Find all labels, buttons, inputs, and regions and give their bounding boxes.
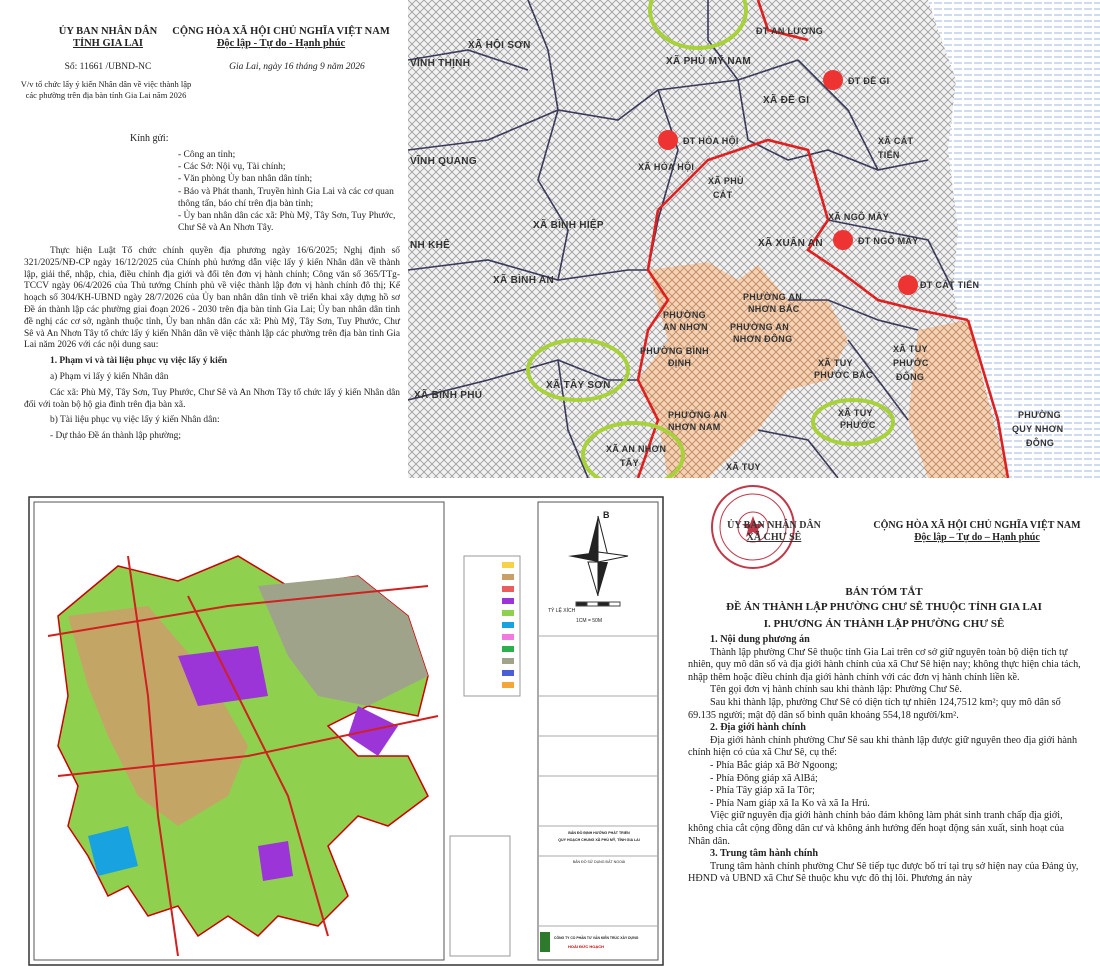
map-label: ĐÔNG bbox=[1026, 438, 1055, 448]
agency-line-1: ỦY BAN NHÂN DÂN bbox=[727, 520, 821, 531]
subsection-heading: 1. Nội dung phương án bbox=[710, 634, 810, 645]
letter-date: Gia Lai, ngày 16 tháng 9 năm 2026 bbox=[229, 62, 365, 72]
scale-title: TỶ LỆ XÍCH bbox=[548, 608, 576, 614]
map-label: XÃ BÌNH PHÚ bbox=[414, 390, 483, 401]
map-label: XÃ TUY bbox=[818, 358, 853, 368]
land-use-plan-map bbox=[28, 496, 664, 966]
map-label: XÃ HỘI SƠN bbox=[468, 40, 531, 51]
official-letter-page bbox=[0, 0, 408, 480]
nation-motto: Độc lập - Tự do - Hạnh phúc bbox=[216, 38, 346, 49]
summary-body bbox=[688, 634, 1088, 886]
land-use-graphic bbox=[28, 496, 664, 966]
industrial-zone bbox=[258, 841, 293, 881]
map-label: PHƯỚC bbox=[893, 358, 929, 368]
paragraph: Địa giới hành chính phường Chư Sê sau khi thành lập được giữ nguyên theo địa giới hành chính hiện có của xã Chư Sê, cụ thể: bbox=[688, 734, 1078, 759]
recipient-item: - Công an tỉnh; bbox=[178, 150, 236, 160]
agency-line-2: TỈNH GIA LAI bbox=[72, 38, 144, 49]
section-heading: 1. Phạm vi và tài liệu phục vụ việc lấy ý kiến bbox=[50, 356, 228, 367]
border-item: - Phía Nam giáp xã Ia Ko và xã Ia Hrú. bbox=[710, 797, 870, 809]
paragraph: Thành lập phường Chư Sê thuộc tỉnh Gia Lai trên cơ sở giữ nguyên toàn bộ diện tích tự nhiên, quy mô dân số và địa giới hành chính của xã Chư Sê hiện nay; không thực hiện chia tách, nhập thêm hoặc điều chỉnh địa giới hành chính với các đơn vị hành chính liền kề. bbox=[688, 646, 1081, 683]
map-label: ĐT HÒA HỘI bbox=[683, 136, 739, 146]
paragraph: Trung tâm hành chính phường Chư Sê tiếp tục được bố trí tại trụ sở hiện nay của Đảng ủy, HĐND và UBND xã Chư Sê thuộc khu vực đô thị lõi. Phương án này bbox=[688, 860, 1079, 885]
letter-subject: V/v tổ chức lấy ý kiến Nhân dân về việc thành lập các phường trên địa bàn tỉnh Gia Lai năm 2026 bbox=[20, 79, 192, 100]
map-label: ĐÔNG bbox=[896, 372, 925, 382]
urban-marker bbox=[823, 70, 843, 90]
summary-document bbox=[668, 480, 1100, 966]
subsection-heading: 3. Trung tâm hành chính bbox=[710, 848, 819, 860]
map-label: XÃ BÌNH AN bbox=[493, 275, 554, 286]
map-label: NHƠN BẮC bbox=[748, 304, 800, 314]
section-heading: I. PHƯƠNG ÁN THÀNH LẬP PHƯỜNG CHƯ SÊ bbox=[763, 618, 1005, 630]
map-label: XÃ TUY bbox=[838, 408, 873, 418]
nation-motto: Độc lập – Tự do – Hạnh phúc bbox=[914, 532, 1040, 543]
map-label: XÃ NGÔ MÂY bbox=[828, 212, 890, 222]
map-label: ĐT CÁT TIẾN bbox=[920, 280, 980, 290]
map-label: XÃ XUÂN AN bbox=[758, 238, 823, 249]
boundary-map bbox=[408, 0, 1100, 478]
map-label: TIẾN bbox=[878, 150, 900, 160]
map-label: ĐT ĐỀ GI bbox=[848, 76, 890, 86]
paragraph: - Dự thảo Đề án thành lập phường; bbox=[50, 431, 181, 442]
scale-bar bbox=[576, 602, 620, 606]
north-label: B bbox=[603, 510, 610, 520]
recipient-item: - Ủy ban nhân dân các xã: Phù Mỹ, Tây Sơn, Tuy Phước, Chư Sê và An Nhơn Tây. bbox=[178, 211, 396, 234]
urban-marker bbox=[658, 130, 678, 150]
map-label: QUY NHƠN bbox=[1012, 424, 1064, 434]
nation-name: CỘNG HÒA XÃ HỘI CHỦ NGHĨA VIỆT NAM bbox=[172, 26, 390, 37]
subsection-heading: 2. Địa giới hành chính bbox=[710, 722, 806, 734]
paragraph: Tên gọi đơn vị hành chính sau khi thành lập: Phường Chư Sê. bbox=[710, 684, 962, 696]
map-label: AN NHƠN bbox=[663, 322, 708, 332]
subsection-heading: b) Tài liệu phục vụ việc lấy ý kiến Nhân dân: bbox=[50, 415, 220, 426]
border-item: - Phía Đông giáp xã AlBá; bbox=[710, 772, 818, 784]
map-label: ĐT AN LƯƠNG bbox=[756, 26, 824, 36]
border-item: - Phía Bắc giáp xã Bờ Ngoong; bbox=[710, 759, 838, 771]
map-label: PHƯỚC BẮC bbox=[814, 370, 873, 380]
letter-national-header bbox=[170, 26, 392, 50]
map-label: XÃ CÁT bbox=[878, 136, 914, 146]
paragraph: Các xã: Phù Mỹ, Tây Sơn, Tuy Phước, Chư Sê và An Nhơn Tây tổ chức lấy ý kiến Nhân dân đối với toàn bộ hộ gia đình trên địa bàn xã. bbox=[24, 387, 400, 410]
map-label: PHƯỜNG bbox=[663, 310, 706, 320]
map-label: ĐT NGÔ MÂY bbox=[858, 236, 919, 246]
map-label: XÃ HÒA HỘI bbox=[638, 162, 695, 172]
map-label: XÃ AN NHƠN bbox=[606, 444, 667, 454]
paragraph: Sau khi thành lập, phường Chư Sê có diện tích tự nhiên 124,7512 km²; quy mô dân số 69.135 người; mật độ dân số bình quân khoảng 554,18 người/km². bbox=[688, 696, 1061, 721]
map-label: PHƯỚC bbox=[840, 420, 876, 430]
salutation: Kính gửi: bbox=[130, 133, 169, 144]
map-label: NHƠN ĐÔNG bbox=[733, 334, 793, 344]
agency-header bbox=[724, 520, 824, 544]
company-name: CÔNG TY CỔ PHẦN TƯ VẤN KIẾN TRÚC XÂY DỰNG bbox=[554, 936, 639, 940]
map-label: ĐỊNH bbox=[668, 358, 692, 368]
intro-paragraph: Thực hiện Luật Tổ chức chính quyền địa phương ngày 16/6/2025; Nghị định số 321/2025/NĐ-CP ngày 16/12/2025 của Chính phủ hướng dẫn việc lấy ý kiến Nhân dân về thành lập, giải thể, nhập, chia, điều chỉnh địa giới và đổi tên đơn vị hành chính; Công văn số 365/TTg-TCCV ngày 06/4/2026 của Thủ tướng Chính phủ về việc thành lập đơn vị hành chính đô thị; Kế hoạch số 304/KH-UBND ngày 28/7/2026 của Ủy ban nhân dân tỉnh về triển khai xây dựng hồ sơ Đề án thành lập các phường giai đoạn 2026 - 2030 trên địa bàn tỉnh Gia Lai; Ủy ban nhân dân tỉnh đề nghị các cơ sở, ngành thuộc tỉnh, Ủy ban nhân dân các xã: Phù Mỹ, Tây Sơn, Tuy Phước, Chư Sê và An Nhơn Tây tổ chức lấy ý kiến Nhân dân về việc thành lập các phường trên địa bàn tỉnh Gia Lai năm 2026 với các nội dung sau: bbox=[24, 246, 400, 351]
subsection-heading: a) Phạm vi lấy ý kiến Nhân dân bbox=[50, 371, 169, 382]
letter-agency bbox=[44, 26, 172, 50]
boundary-map-graphic bbox=[408, 0, 1100, 478]
map-label: PHƯỜNG BÌNH bbox=[640, 346, 709, 356]
map-label: PHƯỜNG AN bbox=[730, 322, 790, 332]
urban-marker bbox=[833, 230, 853, 250]
scale-value: 1CM = 50M bbox=[576, 618, 602, 624]
letter-number: Số: 11661 /UBND-NC bbox=[64, 62, 152, 72]
map-label: XÃ TUY bbox=[893, 344, 928, 354]
map-label: VĨNH THỊNH bbox=[410, 58, 471, 69]
map-label: XÃ PHÙ MỸ NAM bbox=[666, 56, 752, 67]
doc-title-2: ĐỀ ÁN THÀNH LẬP PHƯỜNG CHƯ SÊ THUỘC TỈNH GIA LAI bbox=[726, 601, 1042, 613]
map-label: XÃ ĐỀ GI bbox=[763, 95, 810, 106]
urban-marker bbox=[898, 275, 918, 295]
map-label: CÁT bbox=[713, 190, 733, 200]
agency-line-1: ỦY BAN NHÂN DÂN bbox=[58, 26, 158, 37]
national-header bbox=[854, 520, 1100, 544]
nation-name: CỘNG HÒA XÃ HỘI CHỦ NGHĨA VIỆT NAM bbox=[873, 520, 1081, 531]
paragraph: Việc giữ nguyên địa giới hành chính bảo đảm không làm phát sinh tranh chấp địa giới, không chia cắt cộng đồng dân cư và không ảnh hưởng đến hoạt động sản xuất, sinh hoạt của Nhân dân. bbox=[688, 810, 1065, 847]
map-title-2: QUY HOẠCH CHUNG XÃ PHÙ MỸ, TỈNH GIA LAI bbox=[558, 838, 640, 842]
map-label: XÃ TÂY SƠN bbox=[546, 380, 611, 391]
letter-body bbox=[24, 246, 400, 447]
map-title-3: BẢN ĐỒ SỬ DỤNG ĐẤT NGOÀI bbox=[572, 860, 626, 864]
map-title-1: BẢN ĐỒ ĐỊNH HƯỚNG PHÁT TRIỂN bbox=[568, 831, 630, 835]
map-label: XÃ BÌNH HIỆP bbox=[533, 220, 604, 231]
company-name-2: HOÀI ĐỨC HOẠCH bbox=[568, 944, 604, 949]
map-label: PHƯỜNG bbox=[1018, 410, 1061, 420]
doc-title-1: BẢN TÓM TẮT bbox=[845, 586, 923, 598]
map-label: PHƯỜNG AN bbox=[668, 410, 728, 420]
map-label: PHƯỜNG AN bbox=[743, 292, 803, 302]
recipient-list bbox=[178, 149, 400, 234]
map-label: NHƠN NAM bbox=[668, 422, 721, 432]
recipient-item: - Báo và Phát thanh, Truyền hình Gia Lai và các cơ quan thông tấn, báo chí trên địa bàn tỉnh; bbox=[178, 186, 394, 209]
agency-line-2: XÃ CHƯ SÊ bbox=[746, 532, 802, 543]
map-label: NH KHÊ bbox=[410, 240, 451, 251]
company-logo bbox=[540, 932, 550, 952]
recipient-item: - Văn phòng Ủy ban nhân dân tỉnh; bbox=[178, 174, 313, 185]
recipient-item: - Các Sở: Nội vụ, Tài chính; bbox=[178, 162, 286, 173]
map-label: XÃ TUY bbox=[726, 462, 761, 472]
map-label: VĨNH QUANG bbox=[410, 156, 477, 167]
border-item: - Phía Tây giáp xã Ia Tôr; bbox=[710, 785, 815, 797]
map-label: XÃ PHÙ bbox=[708, 176, 744, 186]
map-label: TÂY bbox=[620, 458, 639, 468]
